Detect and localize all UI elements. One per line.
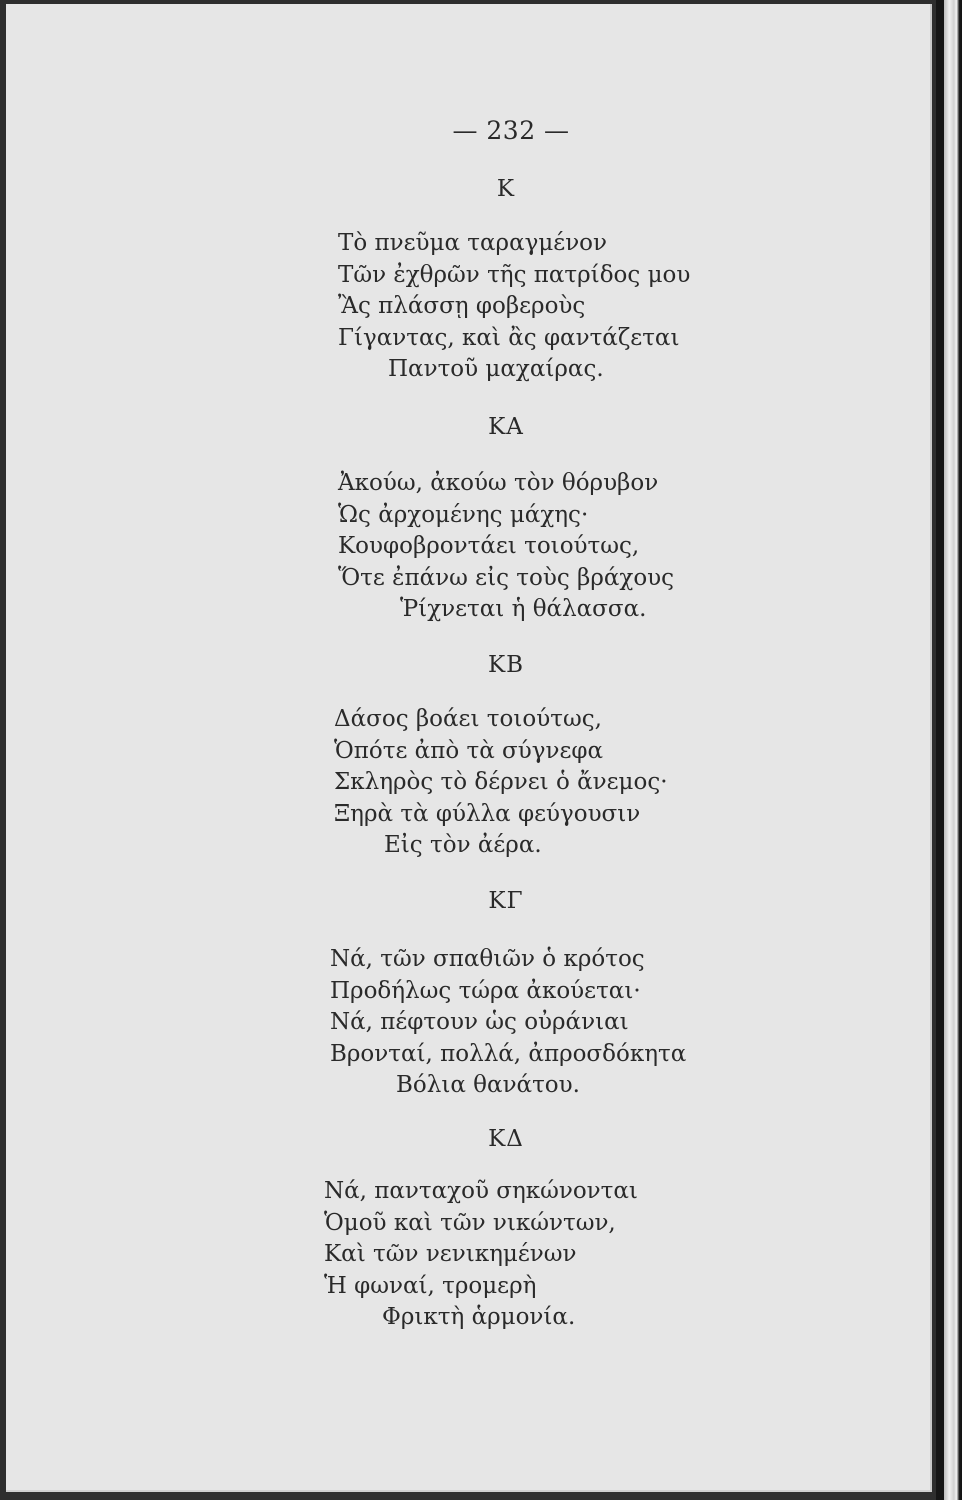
page-edge [944, 0, 962, 1500]
page-number: — 232 — [452, 116, 570, 145]
verse-line: Τῶν ἐχθρῶν τῆς πατρίδος μου [338, 261, 691, 288]
verse-line: Ξηρὰ τὰ φύλλα φεύγουσιν [334, 800, 641, 827]
verse-line: Βόλια θανάτου. [396, 1072, 580, 1098]
stanza [324, 1176, 638, 1334]
verse-line: Βρονταί, πολλά, ἀπροσδόκητα [330, 1040, 687, 1067]
verse-line: Σκληρὸς τὸ δέρνει ὁ ἄνεμος· [334, 769, 668, 795]
stanza [338, 468, 674, 626]
verse-line: Νά, πανταχοῦ σηκώνονται [324, 1178, 638, 1204]
verse-line: Ὁμοῦ καὶ τῶν νικώντων, [324, 1209, 616, 1236]
stanza [330, 944, 686, 1102]
section-heading: ΚΓ [488, 888, 524, 914]
verse-line: Προδήλως τώρα ἀκούεται· [330, 977, 641, 1004]
section-heading: Κ [496, 176, 516, 202]
verse-line: Κουφοβροντάει τοιούτως, [338, 533, 640, 559]
section-heading: ΚΑ [488, 414, 524, 440]
binding-shadow [936, 0, 944, 1500]
verse-line: Νά, τῶν σπαθιῶν ὁ κρότος [330, 946, 645, 972]
verse-line: Τὸ πνεῦμα ταραγμένον [338, 230, 608, 256]
verse-line: Ὡς ἀρχομένης μάχης· [338, 501, 589, 528]
verse-line: Εἰς τὸν ἀέρα. [384, 832, 542, 858]
verse-line: Γίγαντας, καὶ ἂς φαντάζεται [338, 324, 680, 351]
section-heading: ΚΔ [488, 1126, 524, 1152]
verse-line: Ἀκούω, ἀκούω τὸν θόρυβον [338, 470, 659, 496]
stanza [334, 704, 668, 862]
verse-line: Ῥίχνεται ἡ θάλασσα. [400, 596, 647, 622]
verse-line: Δάσος βοάει τοιούτως, [334, 706, 602, 732]
verse-line: Καὶ τῶν νενικημένων [324, 1241, 577, 1267]
stanza [338, 228, 690, 386]
section-heading: ΚΒ [487, 652, 525, 678]
verse-line: Παντοῦ μαχαίρας. [388, 356, 604, 382]
verse-line: Ἡ φωναί, τρομερὴ [324, 1272, 537, 1299]
verse-line: Ὁπότε ἀπὸ τὰ σύγνεφα [334, 737, 604, 764]
verse-line: Ὅτε ἐπάνω εἰς τοὺς βράχους [338, 564, 675, 591]
paper-sheet [6, 4, 932, 1492]
verse-line: Νά, πέφτουν ὡς οὐράνιαι [330, 1009, 629, 1035]
verse-line: Ἂς πλάσσῃ φοβεροὺς [338, 293, 586, 319]
verse-line: Φρικτὴ ἁρμονία. [382, 1304, 576, 1330]
